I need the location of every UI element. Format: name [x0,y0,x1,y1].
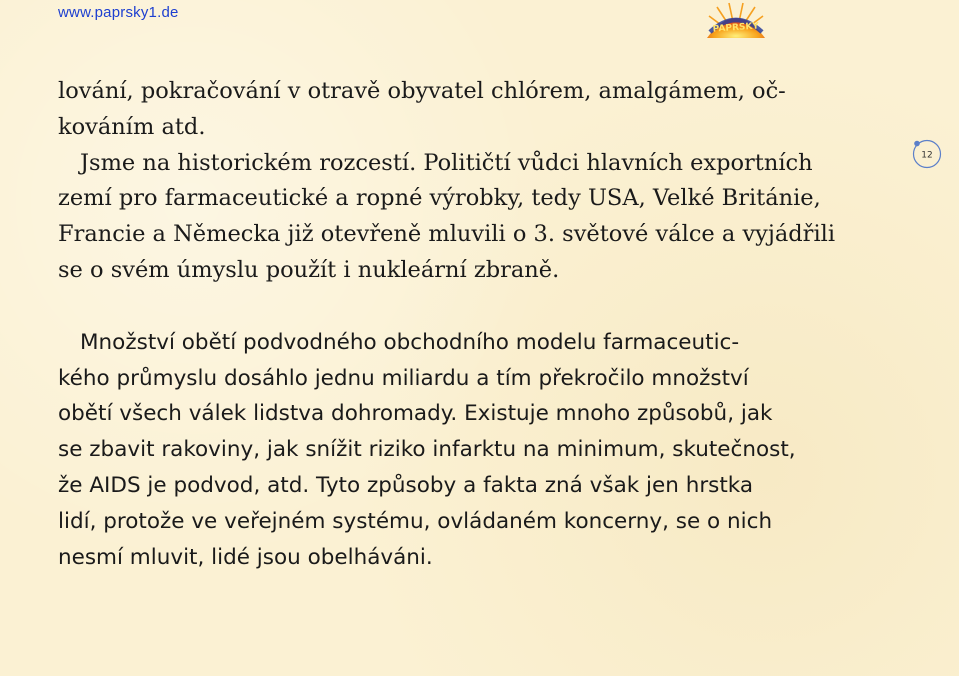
line: že AIDS je podvod, atd. Tyto způsoby a fakta zná však jen hrstka [58,472,754,498]
paragraph-2 [58,325,908,576]
paprsky-logo-icon [703,2,769,40]
page-number: 12 [921,150,933,161]
svg-text:PAPRSKY: PAPRSKY [712,21,760,35]
site-link[interactable]: www.paprsky1.de [58,4,179,21]
line: nesmí mluvit, lidé jsou obelháváni. [58,544,433,570]
line: obětí všech válek lidstva dohromady. Existuje mnoho způsobů, jak [58,401,773,427]
page-number-badge [911,138,943,170]
paragraph-1 [58,74,908,289]
line: lidí, protože ve veřejném systému, ovládaném koncerny, se o nich [58,508,773,534]
line: kého průmyslu dosáhlo jednu miliardu a tím překročilo množství [58,365,749,391]
line: lování, pokračování v otravě obyvatel chlórem, amalgámem, oč- [58,78,786,104]
line: kováním atd. [58,113,206,140]
line: zemí pro farmaceutické a ropné výrobky, tedy USA, Velké Británie, [58,185,821,212]
line: Množství obětí podvodného obchodního modelu farmaceutic- [80,329,740,355]
article-body [58,74,908,575]
line: se zbavit rakoviny, jak snížit riziko infarktu na minimum, skutečnost, [58,437,796,463]
line: Francie a Německa již otevřeně mluvili o 3. světové válce a vyjádřili [58,221,836,248]
line: Jsme na historickém rozcestí. Političtí vůdci hlavních exportních [80,149,813,176]
line: se o svém úmyslu použít i nukleární zbraně. [58,256,560,283]
